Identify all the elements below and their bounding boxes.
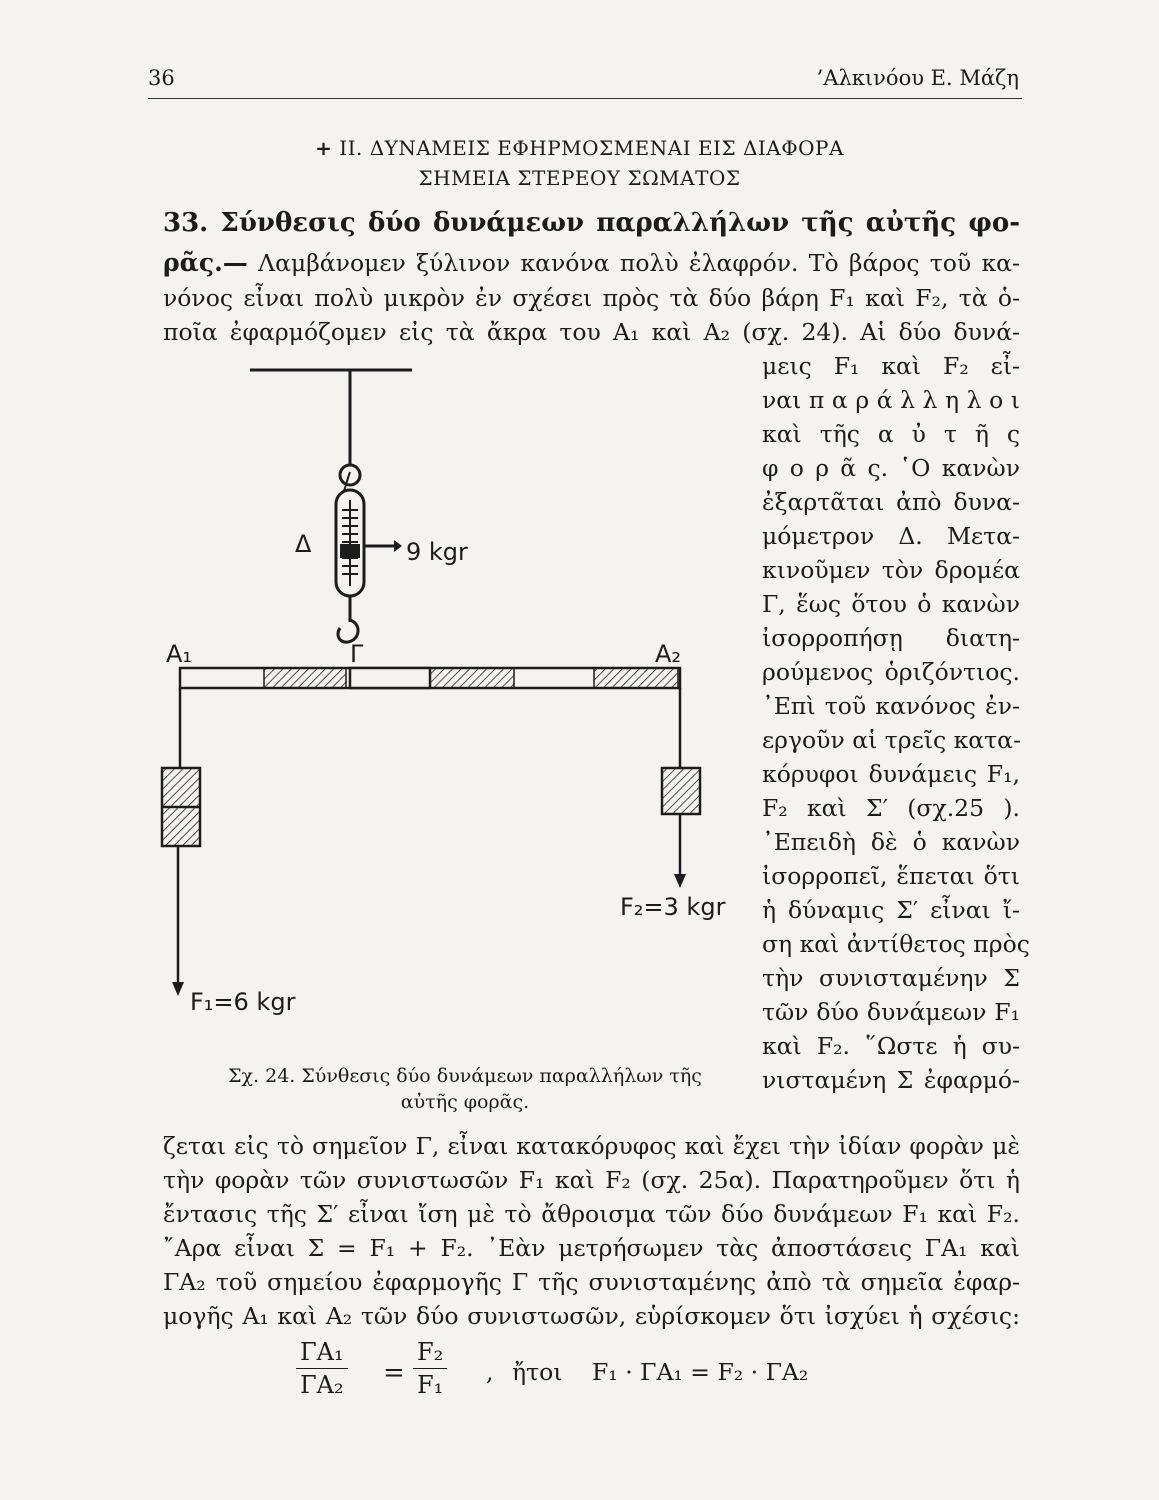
paragraph-bottom-line: ῎Αρα εἶναι Σ = F₁ + F₂. ᾽Εὰν μετρήσωμεν τὰς ἀποστάσεις ΓΑ₁ καὶ [163,1234,1020,1262]
balance-diagram [150,360,760,1060]
paragraph-line-2: νόνος εἶναι πολὺ μικρὸν ἐν σχέσει πρὸς τὰ δύο βάρη F₁ καὶ F₂, τὰ ὁ- [163,284,1020,312]
formula-comma: , [486,1358,494,1386]
paragraph-bottom-line: ζεται εἰς τὸ σημεῖον Γ, εἶναι κατακόρυφος καὶ ἔχει τὴν ἰδίαν φορὰν μὲ [163,1132,1020,1160]
column-line: καὶ τῆς α ὐ τ ῆ ς [762,420,1020,448]
fraction-F-denominator: F₁ [417,1371,444,1399]
paragraph-line-1-text: Λαμβάνομεν ξύλινον κανόνα πολὺ ἐλαφρόν. Τὸ βάρος τοῦ κα- [258,249,1020,277]
dynamometer-hook [338,620,358,642]
header-rule [148,98,1022,99]
label-F1: F₁=6 kgr [190,988,296,1016]
reading-arrow [394,540,402,552]
column-line: μεις F₁ καὶ F₂ εἶ- [762,352,1020,380]
formula-htoi: ἤτοι [512,1358,563,1386]
paragraph-bottom-line: μογῆς Α₁ καὶ Α₂ τῶν δύο συνιστωσῶν, εὑρίσκομεν ὅτι ἰσχύει ἡ σχέσις: [163,1302,1020,1330]
formula-equals: = [383,1358,405,1388]
page-number: 36 [148,66,175,90]
column-line: εργοῦν αἱ τρεῖς κατα- [762,726,1021,754]
column-line: ναι π α ρ ά λ λ η λ ο ι [762,386,1020,414]
column-line: ἰσορροπήσῃ διατη- [762,624,1020,652]
paragraph-bottom-line: τὴν φορὰν τῶν συνιστωσῶν F₁ καὶ F₂ (σχ. 25α). Παρατηροῦμεν ὅτι ἡ [163,1166,1020,1194]
column-line: ση καὶ ἀντίθετος πρὸς [762,930,1030,958]
column-line: τῶν δύο δυνάμεων F₁ [762,998,1020,1026]
formula-product: F₁ · ΓΑ₁ = F₂ · ΓΑ₂ [592,1358,809,1386]
section-title-line2: ΣΗΜΕΙΑ ΣΤΕΡΕΟΥ ΣΩΜΑΤΟΣ [418,166,741,190]
label-reading: 9 kgr [406,538,468,566]
column-line: ᾽Επὶ τοῦ κανόνος ἐν- [762,692,1020,720]
paragraph-bottom-line: ἔντασις τῆς Σ′ εἶναι ἴση μὲ τὸ ἄθροισμα τῶν δύο δυνάμεων F₁ καὶ F₂. [163,1200,1020,1228]
column-line: F₂ καὶ Σ′ (σχ.25 ). [762,794,1020,822]
column-line: ἐξαρτᾶται ἀπὸ δυνα- [762,488,1020,516]
section-marker: + [315,136,333,160]
column-line: Γ, ἕως ὅτου ὁ κανὼν [762,590,1020,618]
label-dynamometer: Δ [295,530,312,558]
running-header-author: ’Αλκινόου Ε. Μάζη [816,66,1019,90]
paragraph-bottom-line: ΓΑ₂ τοῦ σημείου ἐφαρμογῆς Γ τῆς συνισταμένης ἀπὸ τὰ σημεῖα ἐφαρ- [163,1268,1020,1296]
fraction-GA-numerator: ΓΑ₁ [296,1338,348,1369]
column-line: νισταμένη Σ ἐφαρμό- [762,1066,1020,1094]
column-line: ᾽Επειδὴ δὲ ὁ κανὼν [762,828,1020,856]
label-Gamma: Γ [350,640,364,668]
label-F2: F₂=3 kgr [620,893,726,921]
figure-caption-line1: Σχ. 24. Σύνθεσις δύο δυνάμεων παραλλήλων τῆς [228,1065,702,1087]
paragraph-heading: 33. Σύνθεσις δύο δυνάμεων παραλλήλων τῆς αὐτῆς φο- [163,208,1020,238]
paragraph-heading-end: ρᾶς.— [163,248,248,277]
column-line: ἰσορροπεῖ, ἕπεται ὅτι [762,862,1020,890]
fraction-GA-denominator: ΓΑ₂ [300,1371,344,1399]
column-line: κόρυφοι δυνάμεις F₁, [762,760,1020,788]
fraction-F-numerator: F₂ [413,1338,447,1369]
slider-Gamma [350,668,430,688]
fraction-F [413,1338,447,1399]
column-line: ρούμενος ὁριζόντιος. [762,658,1020,686]
weight-F2 [662,768,700,814]
dynamometer-pointer [340,544,360,558]
paragraph-line-1 [163,248,1020,277]
section-title-text1: II. ΔΥΝΑΜΕΙΣ ΕΦΗΡΜΟΣΜΕΝΑΙ ΕΙΣ ΔΙΑΦΟΡΑ [339,136,844,160]
column-line: ἡ δύναμις Σ′ εἶναι ἴ- [762,896,1020,924]
section-title-line1 [0,136,1159,160]
figure-caption-line2: αὐτῆς φορᾶς. [400,1091,530,1113]
figure-24 [150,360,760,1060]
label-A1: Α₁ [166,640,193,668]
fraction-GA [296,1338,348,1399]
paragraph-line-3: ποῖα ἐφαρμόζομεν εἰς τὰ ἄκρα του Α₁ καὶ Α₂ (σχ. 24). Αἱ δύο δυνά- [163,318,1020,346]
column-line: κινοῦμεν τὸν δρομέα [762,556,1020,584]
column-line: φ ο ρ ᾶ ς. ῾Ο κανὼν [762,454,1020,482]
label-A2: Α₂ [655,640,682,668]
column-line: καὶ F₂. ῞Ωστε ἡ συ- [762,1032,1020,1060]
column-line: τὴν συνισταμένην Σ [762,964,1020,992]
column-line: μόμετρον Δ. Μετα- [762,522,1020,550]
